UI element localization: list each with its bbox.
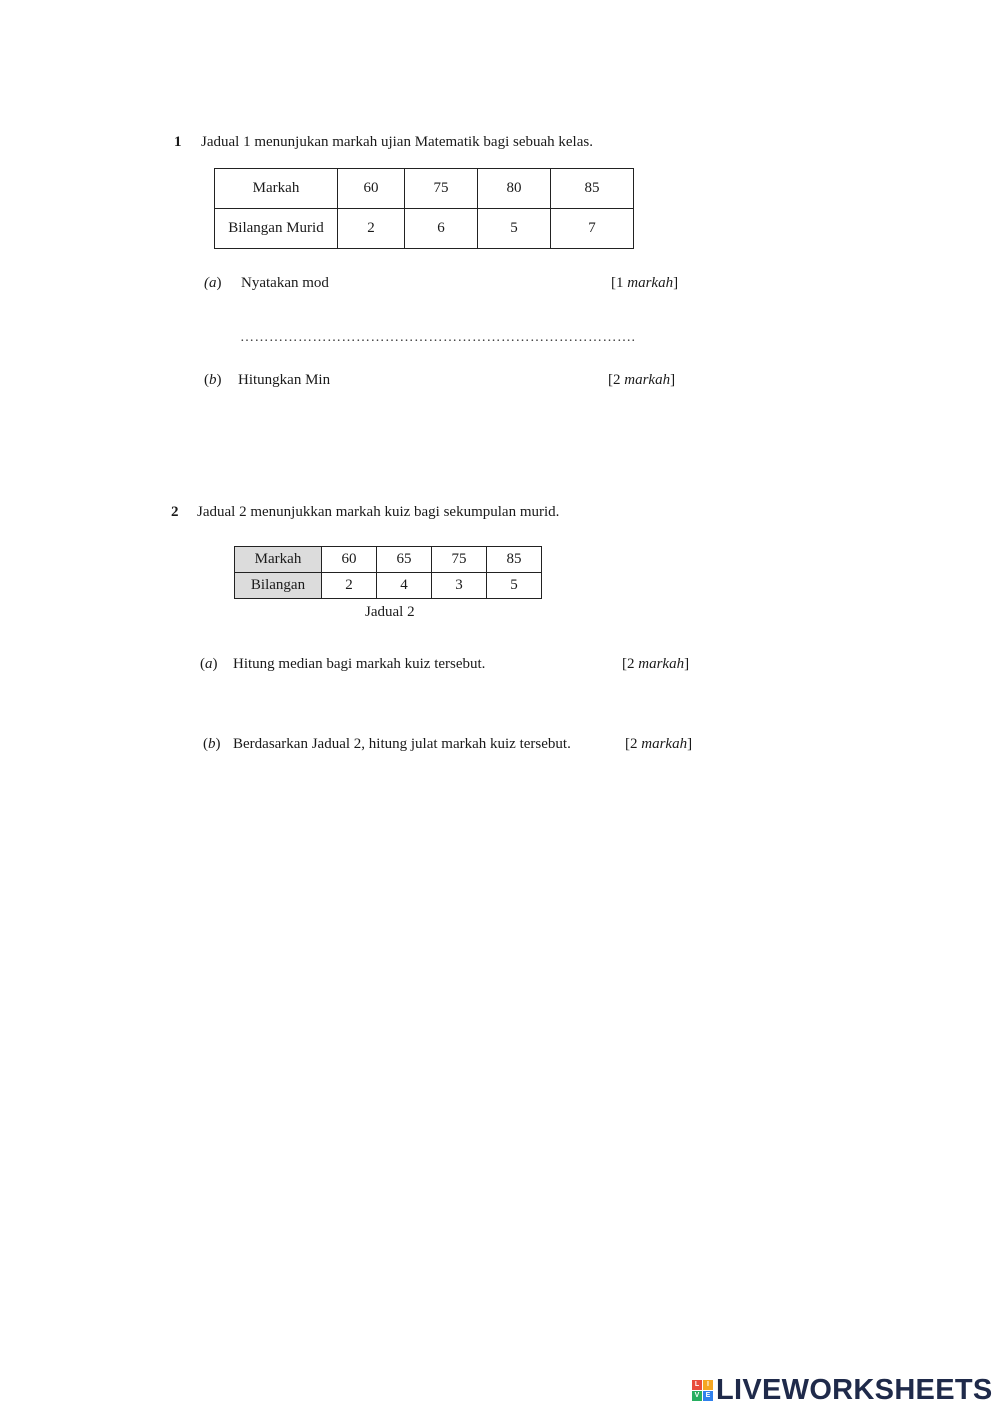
question-1a-marks [611,275,678,292]
table-1-cell: 60 [338,169,405,209]
question-1a-text: Nyatakan mod [241,275,329,291]
table-2-row-bilangan [235,573,542,599]
table-1-cell: 5 [478,209,551,249]
question-1a-label: (a) [204,275,222,291]
liveworksheets-brand[interactable] [692,1374,993,1406]
table-1-cell: 85 [551,169,634,209]
table-1-row-bilangan [215,209,634,249]
liveworksheets-logo-icon [692,1380,713,1401]
table-2-header-markah: Markah [235,547,322,573]
table-1-header-bilangan: Bilangan Murid [215,209,338,249]
table-1-cell: 2 [338,209,405,249]
question-1b-text: Hitungkan Min [238,372,331,388]
marks-bracket: ] [684,656,690,672]
marks-number: [2 [625,736,642,752]
table-2-cell: 3 [432,573,487,599]
question-2a-label: (a) [200,656,218,672]
table-1-cell: 7 [551,209,634,249]
question-1b-marks [608,372,675,389]
table-1-cell: 80 [478,169,551,209]
table-2-cell: 4 [377,573,432,599]
question-2b-marks [625,736,692,753]
question-2-number: 2 [171,504,179,520]
table-2-cell: 60 [322,547,377,573]
marks-bracket: ] [673,275,679,291]
question-2a-text: Hitung median bagi markah kuiz tersebut. [233,656,486,672]
marks-bracket: ] [670,372,676,388]
marks-word: markah [624,372,671,388]
logo-letter: L [692,1380,702,1390]
table-2-header-bilangan: Bilangan [235,573,322,599]
table-2-row-markah [235,547,542,573]
table-2-cell: 75 [432,547,487,573]
table-2-cell: 5 [487,573,542,599]
marks-bracket: ] [687,736,693,752]
question-1-text: Jadual 1 menunjukan markah ujian Matematik bagi sebuah kelas. [201,134,593,150]
marks-word: markah [638,656,685,672]
table-1-cell: 75 [405,169,478,209]
table-2-cell: 85 [487,547,542,573]
marks-word: markah [627,275,674,291]
logo-letter: V [692,1391,702,1401]
question-2b-label: (b) [203,736,221,752]
liveworksheets-text: LIVEWORKSHEETS [716,1373,993,1406]
marks-number: [2 [622,656,639,672]
table-1 [214,168,634,249]
question-1b-label: (b) [204,372,222,388]
question-2-text: Jadual 2 menunjukkan markah kuiz bagi sekumpulan murid. [197,504,560,520]
logo-letter: E [703,1391,713,1401]
table-1-cell: 6 [405,209,478,249]
question-2b-text: Berdasarkan Jadual 2, hitung julat markah kuiz tersebut. [233,736,571,752]
marks-number: [2 [608,372,625,388]
table-2-cell: 2 [322,573,377,599]
table-2-cell: 65 [377,547,432,573]
marks-word: markah [641,736,688,752]
logo-letter: I [703,1380,713,1390]
table-2-caption: Jadual 2 [365,604,415,620]
question-1-number: 1 [174,134,182,150]
table-2 [234,546,542,599]
table-1-row-markah [215,169,634,209]
answer-line[interactable]: ………………………………………………………………………. [240,330,636,345]
marks-number: [1 [611,275,628,291]
table-1-header-markah: Markah [215,169,338,209]
question-2a-marks [622,656,689,673]
